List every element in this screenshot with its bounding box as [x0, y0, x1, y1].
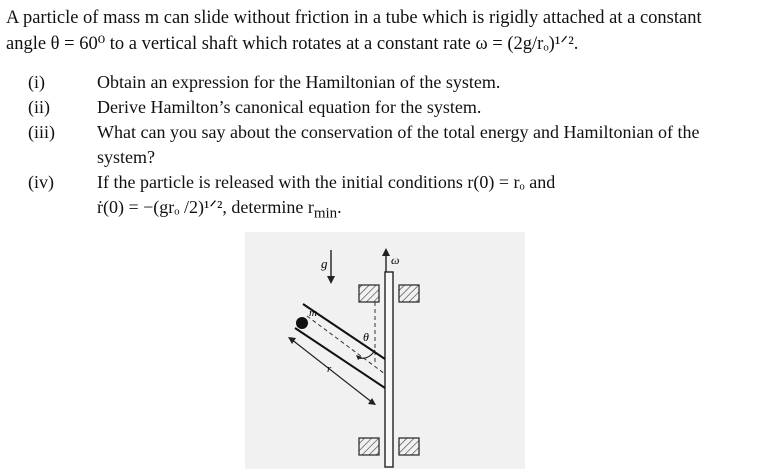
part-i	[0, 70, 762, 95]
upper-left-bearing	[359, 285, 379, 302]
r-arrow-start	[288, 337, 296, 344]
omega-arrow	[382, 248, 390, 274]
part-text: Obtain an expression for the Hamiltonian of the system.	[97, 72, 501, 92]
part-number: (i)	[28, 72, 45, 92]
angle-arrowhead	[356, 355, 362, 360]
mechanism-diagram	[245, 232, 525, 469]
mechanism-figure	[245, 232, 525, 469]
lower-left-bearing	[359, 438, 379, 455]
mass-label: m	[309, 307, 317, 319]
r-label: r	[327, 363, 332, 375]
vertical-shaft	[385, 272, 393, 467]
gravity-label: g	[321, 256, 328, 271]
intro-line-2: angle θ = 60⁰ to a vertical shaft which rotates at a constant rate ω = (2g/rₒ)¹ᐟ².	[6, 34, 579, 54]
part-number: (iii)	[28, 122, 55, 142]
part-text: Derive Hamilton’s canonical equation for the system.	[97, 97, 482, 117]
part-text-line-1: If the particle is released with the initial conditions r(0) = rₒ and	[97, 172, 556, 192]
r-arrow-end	[368, 398, 376, 405]
question-parts	[0, 70, 762, 227]
gravity-arrow	[327, 250, 335, 284]
theta-label: θ	[363, 330, 369, 344]
part-text: What can you say about the conservation of the total energy and Hamiltonian of the system?	[97, 122, 700, 167]
particle-mass	[296, 317, 308, 329]
part-iii	[0, 120, 762, 170]
omega-label: ω	[391, 253, 400, 267]
intro-line-1: A particle of mass m can slide without friction in a tube which is rigidly attached at a constant	[6, 8, 702, 28]
upper-right-bearing	[399, 285, 419, 302]
part-number: (ii)	[28, 97, 50, 117]
part-text-line-2-end: .	[337, 197, 342, 217]
tube-lower-wall	[295, 328, 385, 388]
part-ii	[0, 95, 762, 120]
lower-right-bearing	[399, 438, 419, 455]
subscript-min: min	[313, 205, 338, 222]
part-text-line-2-main: ṙ(0) = −(grₒ /2)¹ᐟ², determine r	[97, 197, 314, 217]
part-text-line-2	[97, 195, 757, 227]
problem-intro	[6, 5, 758, 57]
part-number: (iv)	[28, 172, 54, 192]
part-iv	[0, 170, 762, 227]
part-text	[97, 170, 757, 227]
